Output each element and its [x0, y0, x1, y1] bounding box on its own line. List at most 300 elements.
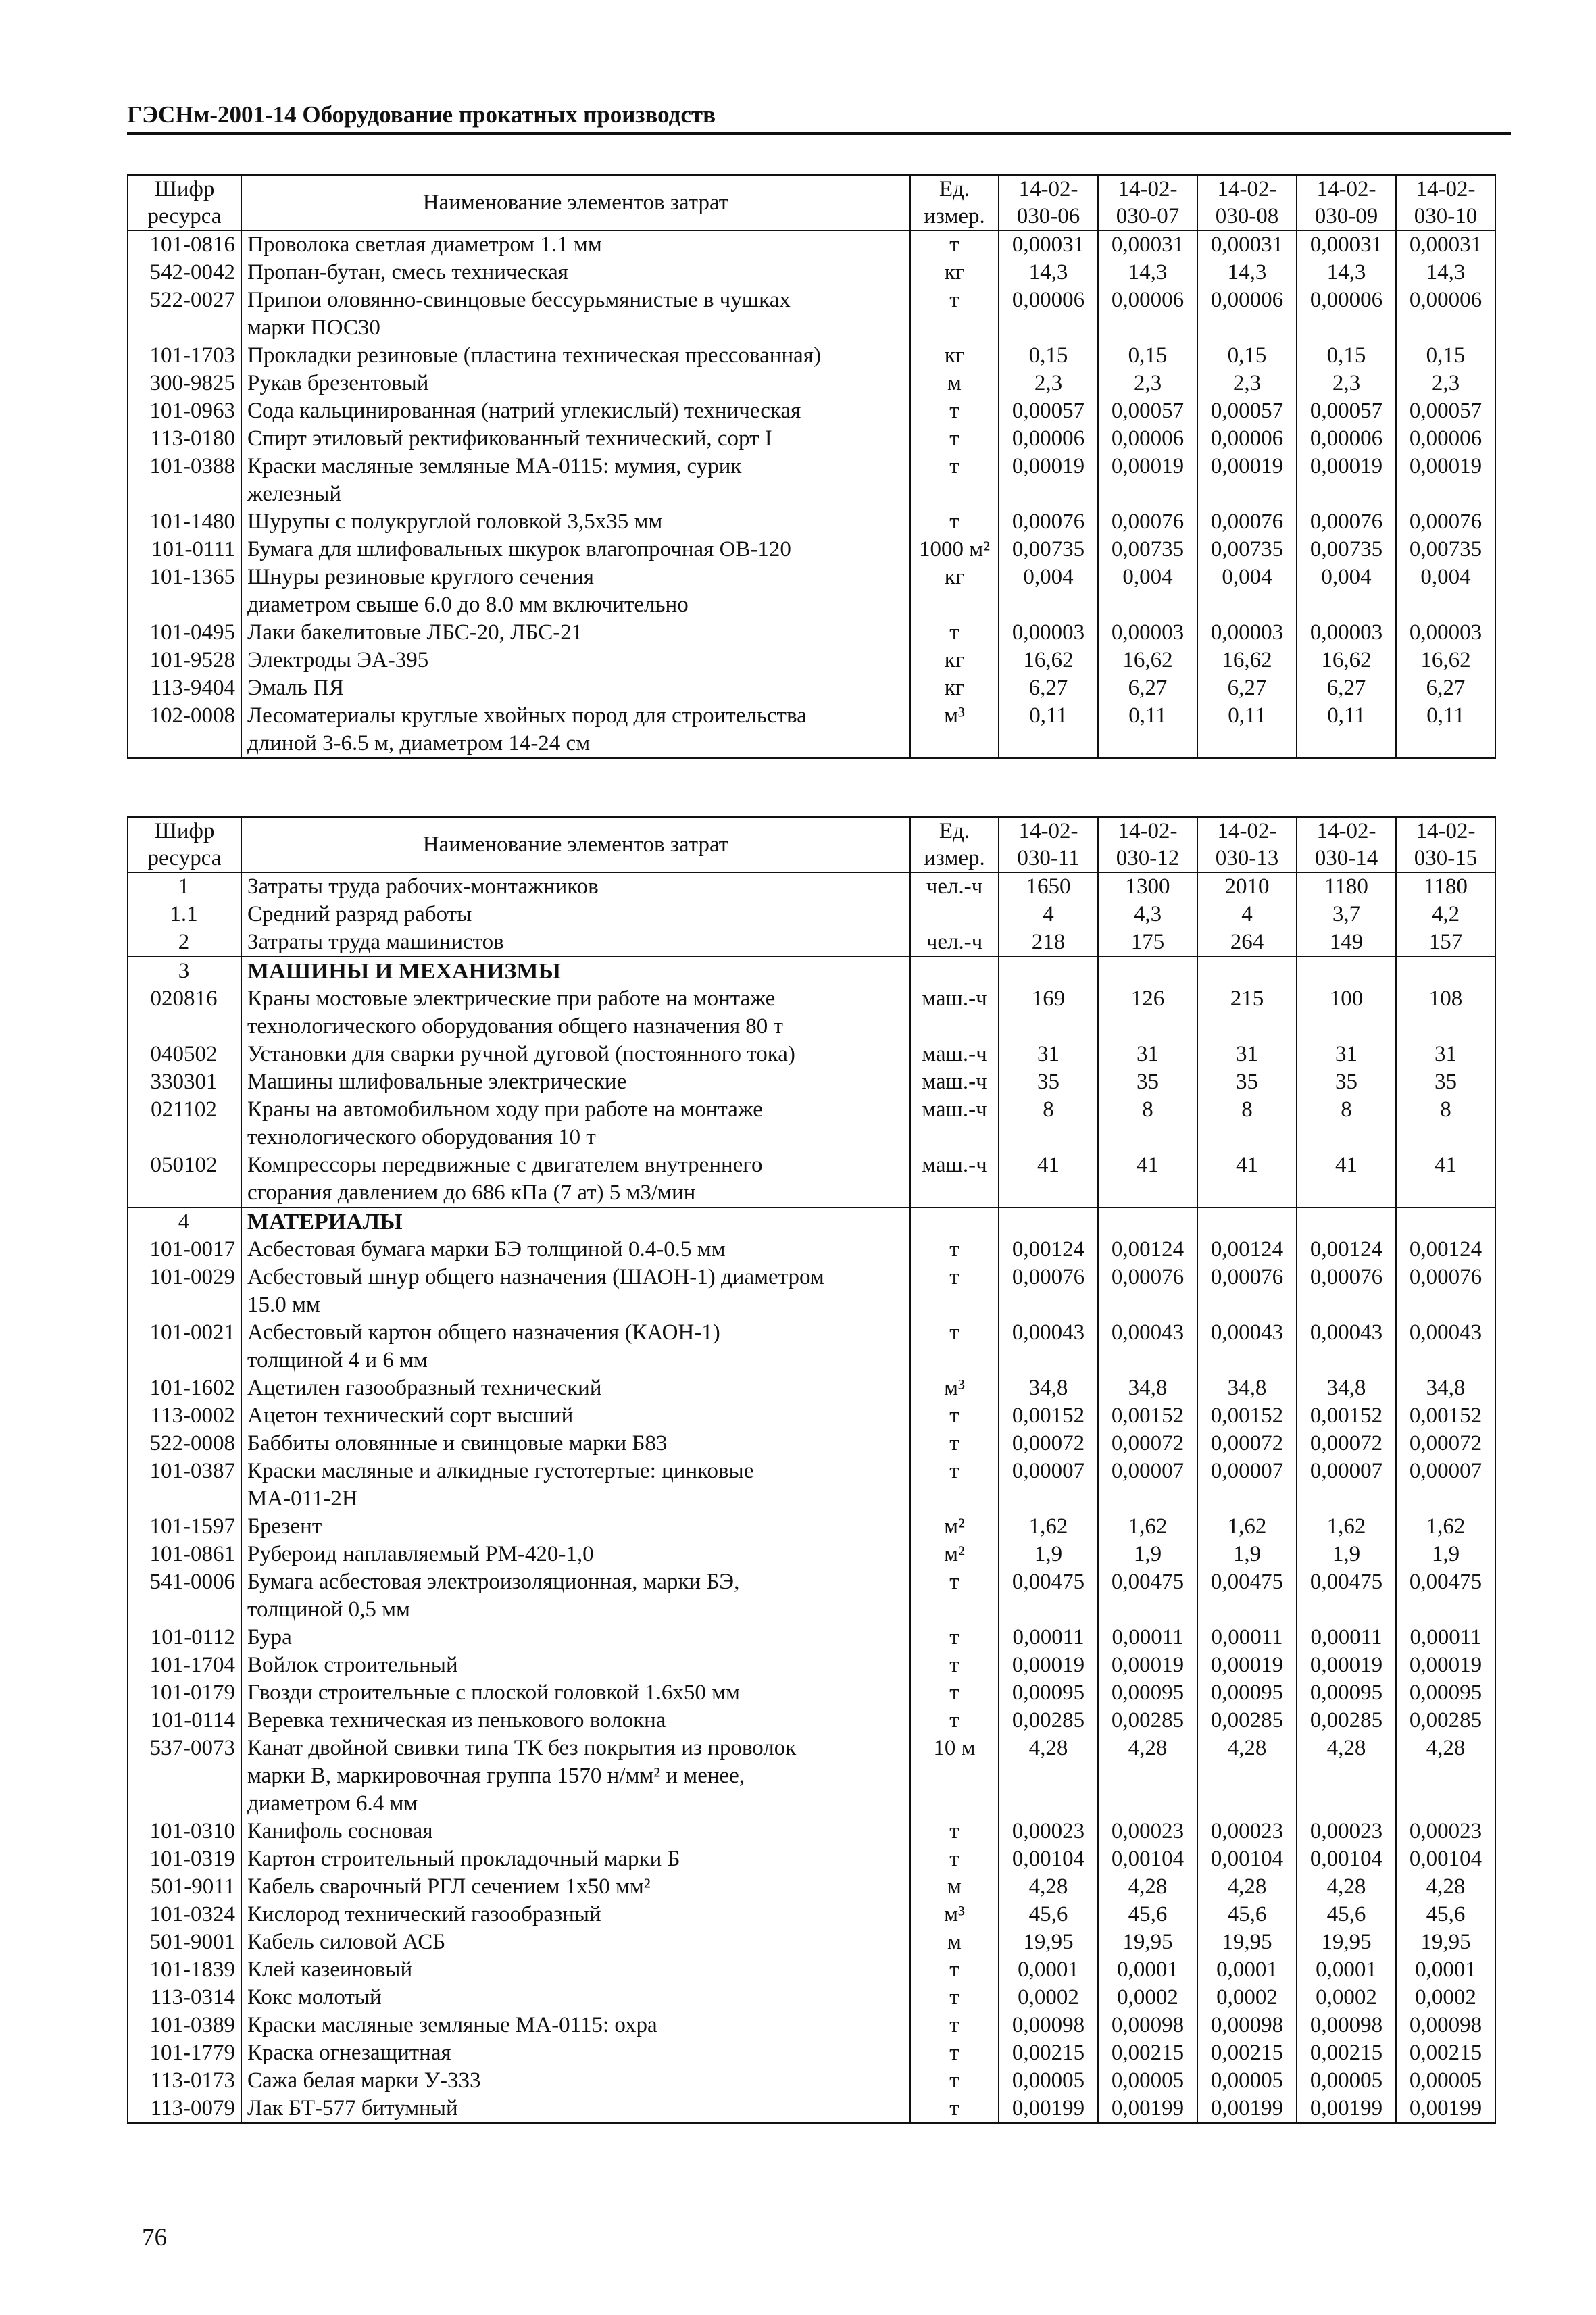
- text-line: Проволока светлая диаметром 1.1 мм: [247, 232, 602, 257]
- norm-value: 1,62: [999, 1513, 1098, 1541]
- resource-name: [241, 1818, 910, 1845]
- norm-value: 0,00076: [1297, 1264, 1396, 1319]
- norm-value: 0,00003: [1396, 619, 1495, 647]
- norm-value: 41: [1396, 1151, 1495, 1208]
- norm-value: 0,00023: [1297, 1818, 1396, 1845]
- table-row: [128, 230, 1495, 259]
- norm-value: 0,00098: [1297, 2012, 1396, 2039]
- unit: чел.-ч: [910, 872, 999, 901]
- norm-value: 1,62: [1396, 1513, 1495, 1541]
- text-line: железный: [247, 482, 342, 506]
- resource-name: [241, 1151, 910, 1208]
- norm-value: 4: [1197, 901, 1297, 928]
- norm-value: 0,00199: [1396, 2095, 1495, 2123]
- norm-value: 0,00006: [1297, 287, 1396, 342]
- norm-value: 0,11: [1396, 702, 1495, 758]
- norm-value: 2,3: [999, 370, 1098, 397]
- resource-name: [241, 1845, 910, 1873]
- norm-value: 14,3: [1297, 259, 1396, 287]
- norm-value: 1,9: [999, 1541, 1098, 1568]
- resource-name: [241, 1096, 910, 1151]
- resource-code: 101-1703: [128, 342, 241, 370]
- norm-value: 1,62: [1098, 1513, 1197, 1541]
- norm-value: 0,00104: [1098, 1845, 1197, 1873]
- resource-name: [241, 2012, 910, 2039]
- norm-value: [1396, 957, 1495, 985]
- resource-code: 050102: [128, 1151, 241, 1208]
- norm-value: 0,00007: [1098, 1458, 1197, 1513]
- table-row: [128, 2095, 1495, 2123]
- norm-value: 0,15: [1297, 342, 1396, 370]
- resource-name: [241, 1236, 910, 1264]
- norm-value: 0,00043: [1098, 1319, 1197, 1374]
- table-row: [128, 287, 1495, 342]
- norm-value: 0,00076: [999, 1264, 1098, 1319]
- norm-value: 157: [1396, 928, 1495, 957]
- table-row: [128, 425, 1495, 453]
- resource-code: 101-0179: [128, 1679, 241, 1707]
- text-line: Кабель силовой АСБ: [247, 1930, 446, 1954]
- table-row: [128, 1402, 1495, 1430]
- resource-code: 101-0017: [128, 1236, 241, 1264]
- norm-value: 0,15: [1197, 342, 1297, 370]
- resource-name: [241, 1541, 910, 1568]
- resources-table-1: [127, 174, 1496, 759]
- norm-value: 0,00475: [1297, 1568, 1396, 1624]
- norm-value: 0,00076: [1297, 508, 1396, 536]
- norm-value: 0,00098: [1098, 2012, 1197, 2039]
- text-line: 14-02-: [1018, 819, 1078, 843]
- resource-code: 101-0319: [128, 1845, 241, 1873]
- norm-value: 1180: [1396, 872, 1495, 901]
- norm-value: 0,00124: [1396, 1236, 1495, 1264]
- norm-value: 0,00003: [1197, 619, 1297, 647]
- norm-value: 0,00019: [1197, 453, 1297, 508]
- table-row: [128, 1513, 1495, 1541]
- resource-name: [241, 1707, 910, 1735]
- norm-value: 0,00104: [1297, 1845, 1396, 1873]
- text-line: Машины шлифовальные электрические: [247, 1070, 627, 1094]
- table-row: [128, 453, 1495, 508]
- resource-name: [241, 1568, 910, 1624]
- resource-code: 2: [128, 928, 241, 957]
- header-code: [128, 175, 241, 230]
- norm-value: 4,2: [1396, 901, 1495, 928]
- table-row: [128, 1541, 1495, 1568]
- norm-value: 126: [1098, 985, 1197, 1041]
- resource-name: [241, 1374, 910, 1402]
- norm-value: 0,15: [999, 342, 1098, 370]
- norm-value: 0,00104: [1197, 1845, 1297, 1873]
- norm-value: 0,00007: [999, 1458, 1098, 1513]
- resource-name: [241, 1458, 910, 1513]
- norm-value: 4,28: [999, 1873, 1098, 1901]
- text-line: толщиной 0,5 мм: [247, 1597, 410, 1622]
- text-line: Пропан-бутан, смесь техническая: [247, 260, 568, 284]
- table-row: [128, 259, 1495, 287]
- norm-value: 8: [1396, 1096, 1495, 1151]
- norm-value: 0,00285: [1396, 1707, 1495, 1735]
- norm-value: 34,8: [1098, 1374, 1197, 1402]
- unit: кг: [910, 564, 999, 619]
- norm-value: 6,27: [1297, 674, 1396, 702]
- norm-value: 0,00475: [1098, 1568, 1197, 1624]
- resource-code: 1.1: [128, 901, 241, 928]
- text-line: Краски масляные земляные МА-0115: охра: [247, 2013, 657, 2037]
- norm-value: 0,00011: [1197, 1624, 1297, 1651]
- norm-value: 8: [1098, 1096, 1197, 1151]
- resource-name: [241, 287, 910, 342]
- table-row: [128, 1568, 1495, 1624]
- unit: 1000 м²: [910, 536, 999, 564]
- resource-code: 1: [128, 872, 241, 901]
- norm-value: 0,00735: [1098, 536, 1197, 564]
- norm-value: 16,62: [1396, 647, 1495, 674]
- resource-name: [241, 397, 910, 425]
- norm-value: 0,00285: [1197, 1707, 1297, 1735]
- text-line: Краны на автомобильном ходу при работе на монтаже: [247, 1097, 763, 1122]
- resource-name: [241, 957, 910, 985]
- unit: маш.-ч: [910, 985, 999, 1041]
- resource-name: [241, 985, 910, 1041]
- text-line: 14-02-: [1118, 819, 1178, 843]
- resource-name: [241, 1679, 910, 1707]
- norm-value: 19,95: [1297, 1928, 1396, 1956]
- norm-value: 0,00043: [1297, 1319, 1396, 1374]
- resource-code: 4: [128, 1208, 241, 1236]
- norm-value: 0,00031: [999, 230, 1098, 259]
- norm-value: 14,3: [1396, 259, 1495, 287]
- norm-value: 14,3: [1098, 259, 1197, 287]
- unit: м: [910, 1928, 999, 1956]
- table-row: [128, 702, 1495, 758]
- resource-code: 113-0314: [128, 1984, 241, 2012]
- resource-name: [241, 1873, 910, 1901]
- table-header: [128, 817, 1495, 872]
- norm-value: 0,00475: [999, 1568, 1098, 1624]
- norm-value: 0,00019: [1197, 1651, 1297, 1679]
- text-line: 14-02-: [1416, 819, 1476, 843]
- norm-value: 45,6: [1297, 1901, 1396, 1928]
- page-number: 76: [142, 2224, 167, 2251]
- text-line: 030-14: [1314, 846, 1378, 870]
- text-line: измер.: [924, 846, 985, 870]
- text-line: Шифр: [154, 177, 215, 201]
- text-line: 030-13: [1215, 846, 1279, 870]
- header-row: [128, 175, 1495, 230]
- resource-code: 101-0021: [128, 1319, 241, 1374]
- text-line: Шурупы с полукруглой головкой 3,5х35 мм: [247, 509, 663, 534]
- table-row: [128, 2012, 1495, 2039]
- resource-code: 101-0310: [128, 1818, 241, 1845]
- norm-value: 0,00023: [1396, 1818, 1495, 1845]
- text-line: 030-15: [1414, 846, 1478, 870]
- text-line: Сажа белая марки У-333: [247, 2068, 481, 2093]
- resource-code: 101-0495: [128, 619, 241, 647]
- text-line: Краски масляные земляные МА-0115: мумия, сурик: [247, 454, 742, 478]
- table-row: [128, 1236, 1495, 1264]
- table-row: [128, 1679, 1495, 1707]
- norm-value: 34,8: [999, 1374, 1098, 1402]
- norm-value: 0,00005: [1297, 2067, 1396, 2095]
- norm-value: 19,95: [1098, 1928, 1197, 1956]
- norm-value: 31: [1197, 1041, 1297, 1068]
- text-line: Ацетилен газообразный технический: [247, 1376, 602, 1400]
- norm-value: 0,00152: [1396, 1402, 1495, 1430]
- text-line: марки ПОС30: [247, 316, 380, 340]
- text-line: сгорания давлением до 686 кПа (7 ат) 5 м3/мин: [247, 1180, 696, 1205]
- unit: т: [910, 397, 999, 425]
- norm-value: 0,00072: [1396, 1430, 1495, 1458]
- norm-value: 0,00006: [999, 425, 1098, 453]
- resource-name: [241, 1513, 910, 1541]
- table-row: [128, 619, 1495, 647]
- norm-value: 35: [1197, 1068, 1297, 1096]
- norm-value: [1197, 957, 1297, 985]
- resource-name: [241, 342, 910, 370]
- text-line: МА-011-2Н: [247, 1487, 358, 1511]
- table-row: [128, 1096, 1495, 1151]
- resource-code: 522-0008: [128, 1430, 241, 1458]
- norm-value: 218: [999, 928, 1098, 957]
- norm-value: 0,00285: [999, 1707, 1098, 1735]
- resource-name: [241, 2039, 910, 2067]
- text-line: Лесоматериалы круглые хвойных пород для строительства: [247, 703, 807, 728]
- header-norm-code: [1396, 175, 1495, 230]
- table-header: [128, 175, 1495, 230]
- resource-code: 101-0816: [128, 230, 241, 259]
- norm-value: 0,00031: [1396, 230, 1495, 259]
- table-row: [128, 1818, 1495, 1845]
- norm-value: 0,00215: [1197, 2039, 1297, 2067]
- text-line: 030-11: [1017, 846, 1080, 870]
- resource-name: [241, 619, 910, 647]
- unit: чел.-ч: [910, 928, 999, 957]
- text-line: Краны мостовые электрические при работе на монтаже: [247, 987, 776, 1011]
- table-row: [128, 1624, 1495, 1651]
- norm-value: 0,00104: [999, 1845, 1098, 1873]
- norm-value: 108: [1396, 985, 1495, 1041]
- unit: м³: [910, 1374, 999, 1402]
- norm-value: 0,00011: [1098, 1624, 1197, 1651]
- text-line: Картон строительный прокладочный марки Б: [247, 1847, 680, 1871]
- norm-value: 0,0002: [1297, 1984, 1396, 2012]
- norm-value: [1297, 1208, 1396, 1236]
- norm-value: 0,00072: [1197, 1430, 1297, 1458]
- header-norm-code: [999, 175, 1098, 230]
- text-line: технологического оборудования 10 т: [247, 1125, 596, 1149]
- text-line: 15.0 мм: [247, 1293, 320, 1317]
- page-title: ГЭСНм-2001-14 Оборудование прокатных производств: [127, 101, 716, 128]
- norm-value: 0,15: [1098, 342, 1197, 370]
- unit: т: [910, 230, 999, 259]
- text-line: измер.: [924, 204, 985, 228]
- unit: [910, 957, 999, 985]
- norm-value: 1,9: [1098, 1541, 1197, 1568]
- unit: [910, 901, 999, 928]
- text-line: Асбестовый картон общего назначения (КАОН-1): [247, 1320, 720, 1345]
- norm-value: [1197, 1208, 1297, 1236]
- norm-value: 41: [1197, 1151, 1297, 1208]
- resource-name: [241, 2067, 910, 2095]
- header-code: [128, 817, 241, 872]
- norm-value: 0,00199: [1098, 2095, 1197, 2123]
- unit: т: [910, 425, 999, 453]
- table-row: [128, 1374, 1495, 1402]
- norm-value: 34,8: [1197, 1374, 1297, 1402]
- norm-value: 0,00023: [999, 1818, 1098, 1845]
- norm-value: 0,00475: [1396, 1568, 1495, 1624]
- text-line: Электроды ЭА-395: [247, 648, 429, 672]
- resource-name: [241, 872, 910, 901]
- unit: м: [910, 370, 999, 397]
- norm-value: 8: [1297, 1096, 1396, 1151]
- resource-name: [241, 1041, 910, 1068]
- norm-value: 0,00076: [999, 508, 1098, 536]
- unit: т: [910, 287, 999, 342]
- resource-code: 542-0042: [128, 259, 241, 287]
- norm-value: 6,27: [999, 674, 1098, 702]
- norm-value: 0,00006: [1396, 425, 1495, 453]
- norm-value: 1,9: [1197, 1541, 1297, 1568]
- header-row: [128, 817, 1495, 872]
- text-line: Канат двойной свивки типа ТК без покрытия из проволок: [247, 1736, 797, 1760]
- header-norm-code: [1098, 817, 1197, 872]
- norm-value: 0,00072: [999, 1430, 1098, 1458]
- unit: т: [910, 1707, 999, 1735]
- unit: т: [910, 1679, 999, 1707]
- header-name: Наименование элементов затрат: [241, 817, 910, 872]
- unit: т: [910, 508, 999, 536]
- table-row: [128, 985, 1495, 1041]
- resource-name: [241, 536, 910, 564]
- norm-value: [999, 957, 1098, 985]
- norm-value: 41: [1297, 1151, 1396, 1208]
- text-line: 14-02-: [1316, 177, 1376, 201]
- norm-value: 0,00095: [1297, 1679, 1396, 1707]
- resource-code: 101-9528: [128, 647, 241, 674]
- text-line: Компрессоры передвижные с двигателем внутреннего: [247, 1153, 763, 1177]
- norm-value: 16,62: [1197, 647, 1297, 674]
- norm-value: 169: [999, 985, 1098, 1041]
- norm-value: 0,00006: [1297, 425, 1396, 453]
- text-line: ресурса: [147, 846, 222, 870]
- resource-name: [241, 702, 910, 758]
- unit: т: [910, 1319, 999, 1374]
- norm-value: 0,00006: [1098, 425, 1197, 453]
- resource-name: [241, 230, 910, 259]
- norm-value: 3,7: [1297, 901, 1396, 928]
- resource-name: [241, 453, 910, 508]
- text-line: 14-02-: [1018, 177, 1078, 201]
- norm-value: 0,00057: [1197, 397, 1297, 425]
- table-row: [128, 928, 1495, 957]
- text-line: Бумага асбестовая электроизоляционная, марки БЭ,: [247, 1570, 740, 1594]
- norm-value: 6,27: [1197, 674, 1297, 702]
- norm-value: 0,00019: [999, 1651, 1098, 1679]
- table-body: [128, 230, 1495, 758]
- norm-value: 0,00006: [1098, 287, 1197, 342]
- norm-value: 0,00735: [999, 536, 1098, 564]
- text-line: 030-09: [1314, 204, 1378, 228]
- norm-value: 0,00007: [1197, 1458, 1297, 1513]
- table-row: [128, 1068, 1495, 1096]
- resource-code: 101-0111: [128, 536, 241, 564]
- norm-value: 0,00072: [1098, 1430, 1197, 1458]
- resource-code: 113-0173: [128, 2067, 241, 2095]
- text-line: 14-02-: [1416, 177, 1476, 201]
- norm-value: 0,00735: [1396, 536, 1495, 564]
- norm-value: 0,00124: [1098, 1236, 1197, 1264]
- norm-value: 0,0001: [1197, 1956, 1297, 1984]
- table-row: [128, 1651, 1495, 1679]
- resource-name: [241, 928, 910, 957]
- norm-value: 0,00057: [1098, 397, 1197, 425]
- norm-value: 0,00098: [1396, 2012, 1495, 2039]
- norm-value: 1650: [999, 872, 1098, 901]
- resource-name: [241, 1430, 910, 1458]
- norm-value: 1300: [1098, 872, 1197, 901]
- text-line: Лаки бакелитовые ЛБС-20, ЛБС-21: [247, 620, 583, 645]
- norm-value: 4: [999, 901, 1098, 928]
- resource-code: 101-0963: [128, 397, 241, 425]
- norm-value: [999, 1208, 1098, 1236]
- unit: т: [910, 2095, 999, 2123]
- unit: кг: [910, 674, 999, 702]
- norm-value: 4,28: [1396, 1735, 1495, 1818]
- norm-value: 0,00098: [1197, 2012, 1297, 2039]
- norm-value: 0,0001: [1297, 1956, 1396, 1984]
- norm-value: 0,00735: [1197, 536, 1297, 564]
- norm-value: 0,00095: [1396, 1679, 1495, 1707]
- unit: кг: [910, 259, 999, 287]
- norm-value: 0,00076: [1396, 1264, 1495, 1319]
- unit: т: [910, 1264, 999, 1319]
- norm-value: 0,004: [999, 564, 1098, 619]
- header-norm-code: [1098, 175, 1197, 230]
- resource-name: [241, 1928, 910, 1956]
- resource-code: 101-0861: [128, 1541, 241, 1568]
- norm-value: 0,00011: [999, 1624, 1098, 1651]
- resource-name: [241, 1319, 910, 1374]
- norm-value: 175: [1098, 928, 1197, 957]
- resource-code: 101-1779: [128, 2039, 241, 2067]
- resource-code: 101-0114: [128, 1707, 241, 1735]
- table-row: [128, 1151, 1495, 1208]
- resource-name: [241, 1651, 910, 1679]
- unit: кг: [910, 342, 999, 370]
- header-norm-code: [1197, 817, 1297, 872]
- norm-value: 1,62: [1297, 1513, 1396, 1541]
- resource-name: [241, 508, 910, 536]
- text-line: Лак БТ-577 битумный: [247, 2096, 458, 2120]
- norm-value: 0,00003: [999, 619, 1098, 647]
- text-line: Сода кальцинированная (натрий углекислый) техническая: [247, 399, 801, 423]
- norm-value: 0,00285: [1098, 1707, 1197, 1735]
- norm-value: 2,3: [1297, 370, 1396, 397]
- resource-name: [241, 425, 910, 453]
- table-row: [128, 370, 1495, 397]
- resource-code: 113-0002: [128, 1402, 241, 1430]
- norm-value: 0,00076: [1098, 508, 1197, 536]
- norm-value: 4,28: [999, 1735, 1098, 1818]
- resource-code: 3: [128, 957, 241, 985]
- text-line: Спирт этиловый ректификованный технический, сорт I: [247, 426, 772, 451]
- text-line: Ацетон технический сорт высший: [247, 1403, 574, 1428]
- norm-value: 0,00006: [1197, 425, 1297, 453]
- unit: т: [910, 1624, 999, 1651]
- norm-value: 0,0002: [1197, 1984, 1297, 2012]
